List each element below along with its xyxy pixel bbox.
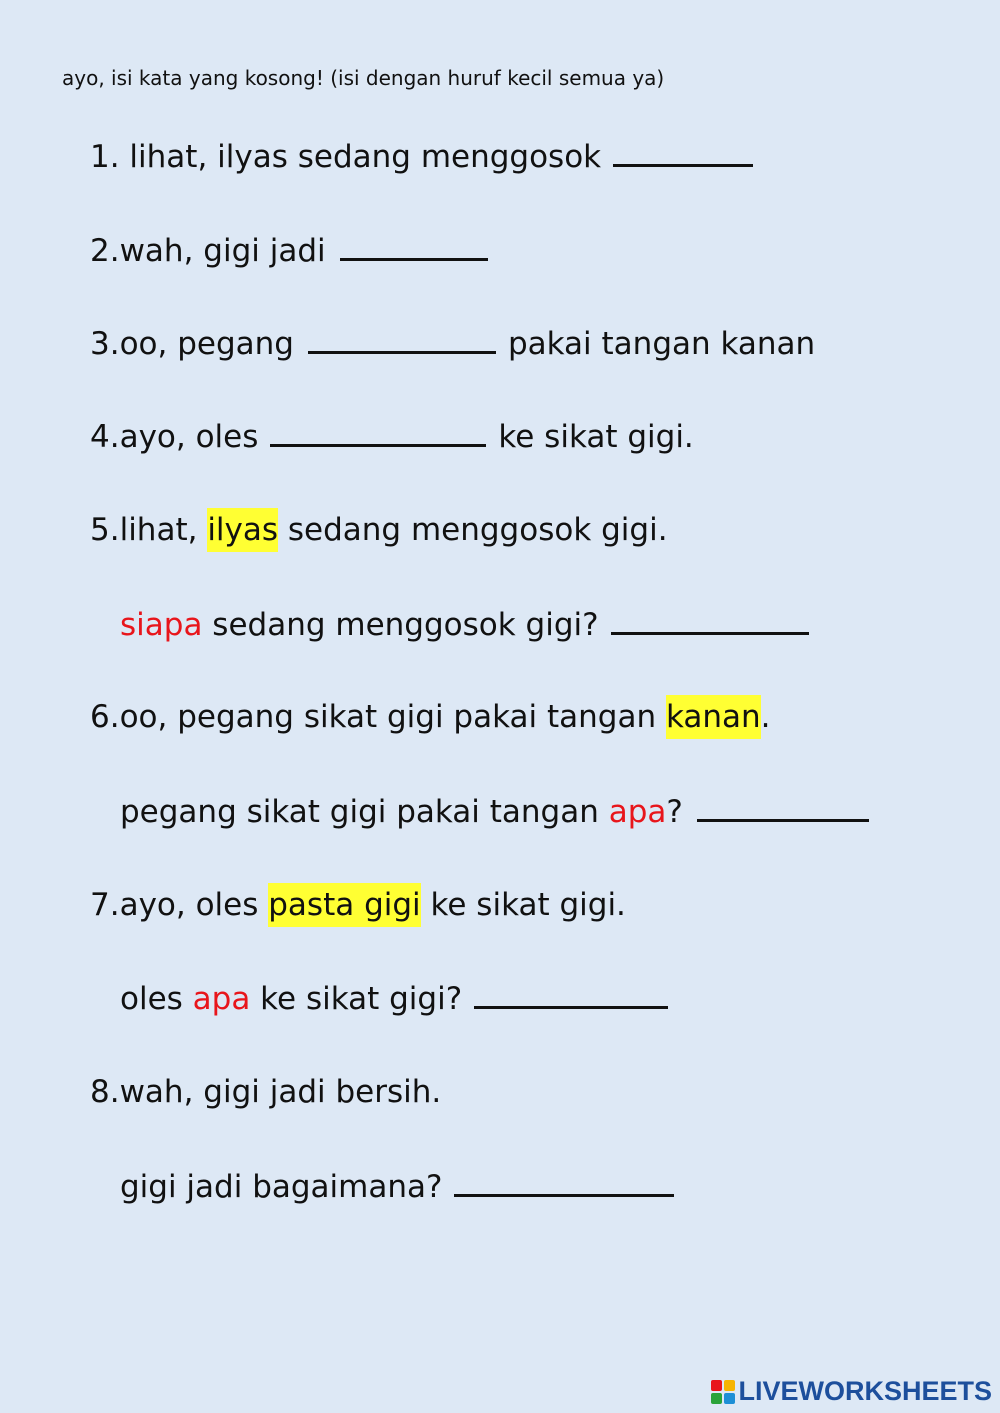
question-3 [90,321,815,366]
question-7-ask-before: oles [120,981,193,1017]
answer-blank-7[interactable] [474,976,668,1009]
question-7-before: 7.ayo, oles [90,887,269,923]
question-6-word: apa [608,794,667,830]
answer-blank-1[interactable] [613,134,753,167]
question-4-before: 4.ayo, oles [90,419,259,455]
question-6-ask-before: pegang sikat gigi pakai tangan [120,794,609,830]
question-5-after: sedang menggosok gigi. [278,512,668,548]
question-3-after: pakai tangan kanan [507,326,816,362]
question-6-rest: ? [666,794,683,830]
question-6-highlight: kanan [666,695,761,739]
question-4 [90,414,694,459]
question-5-highlight: ilyas [207,508,278,552]
question-6-before: 6.oo, pegang sikat gigi pakai tangan [90,699,666,735]
question-8-question: gigi jadi bagaimana? [120,1169,443,1205]
question-7-ask [120,976,668,1021]
liveworksheets-logo-text: LIVEWORKSHEETS [738,1376,992,1406]
question-8 [90,1070,441,1114]
liveworksheets-logo-icon [711,1380,735,1404]
answer-blank-4[interactable] [270,414,486,447]
question-7-after: ke sikat gigi. [420,887,626,923]
question-6-ask [120,789,869,834]
liveworksheets-logo[interactable] [711,1376,992,1407]
question-7-highlight: pasta gigi [268,883,420,927]
question-8-ask [120,1164,674,1209]
instruction: ayo, isi kata yang kosong! (isi dengan huruf kecil semua ya) [62,66,665,90]
question-2 [90,228,488,273]
question-1-text: 1. lihat, ilyas sedang menggosok [90,139,602,175]
answer-blank-3[interactable] [308,321,496,354]
question-6 [90,695,771,739]
answer-blank-2[interactable] [340,228,488,261]
question-5-ask [120,602,809,647]
question-2-text: 2.wah, gigi jadi [90,233,326,269]
answer-blank-6[interactable] [697,789,869,822]
question-5-rest: sedang menggosok gigi? [202,607,599,643]
answer-blank-5[interactable] [611,602,809,635]
question-8-text: 8.wah, gigi jadi bersih. [90,1074,442,1110]
question-5-before: 5.lihat, [90,512,208,548]
answer-blank-8[interactable] [454,1164,674,1197]
question-7-rest: ke sikat gigi? [250,981,463,1017]
question-6-after: . [760,699,771,735]
question-5-word: siapa [120,607,203,643]
question-4-after: ke sikat gigi. [498,419,694,455]
question-3-before: 3.oo, pegang [90,326,294,362]
question-7 [90,883,626,927]
question-1 [90,134,753,179]
question-5 [90,508,668,552]
question-7-word: apa [192,981,251,1017]
